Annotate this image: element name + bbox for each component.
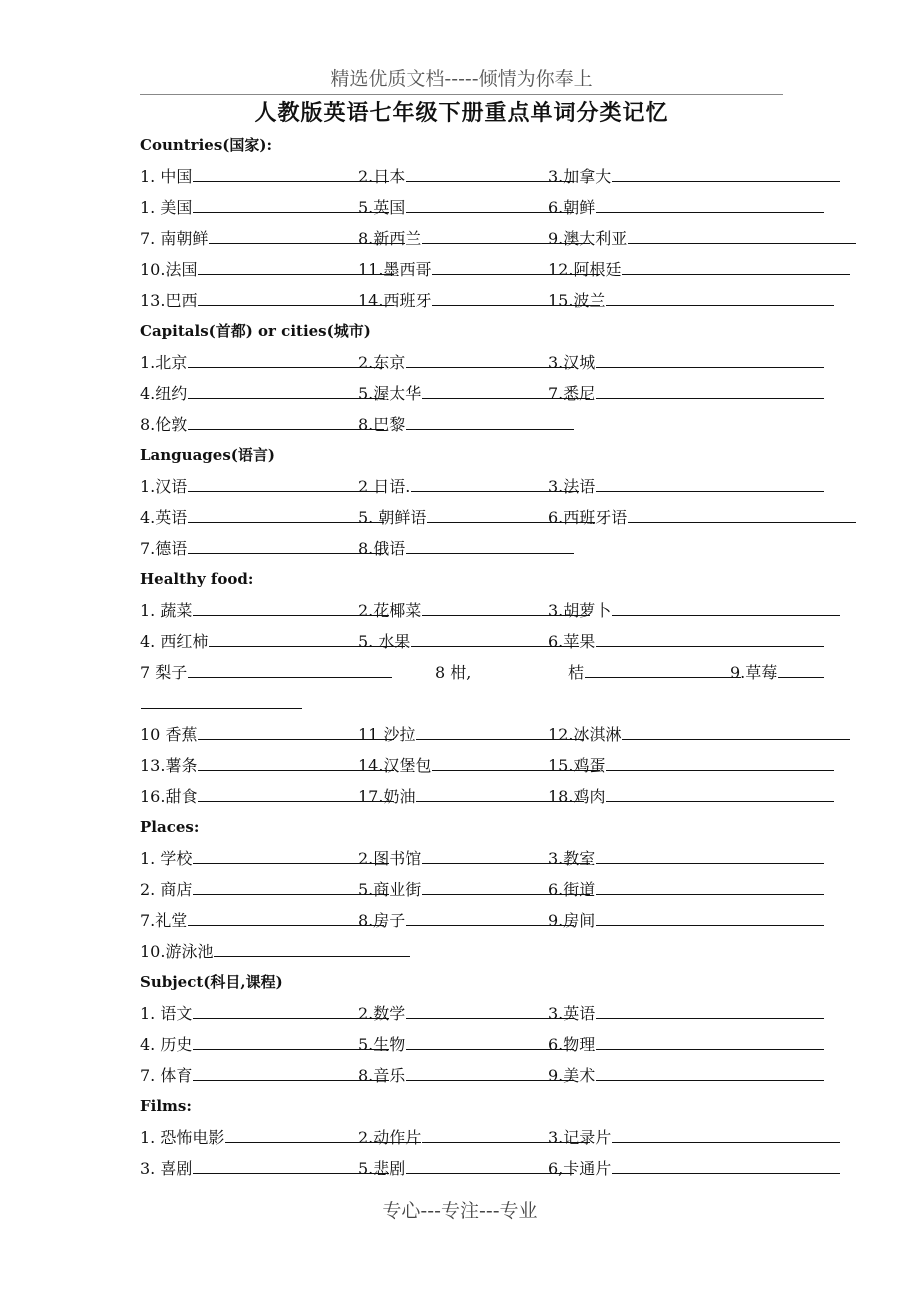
vocab-label: 2.动作片 (358, 1128, 422, 1147)
vocab-label: 3.加拿大 (548, 167, 612, 186)
page-header: 精选优质文档-----倾情为你奉上 (330, 68, 593, 90)
answer-blank[interactable] (596, 194, 824, 213)
vocab-item (140, 595, 389, 626)
vocab-item (548, 595, 840, 626)
vocab-row (140, 781, 800, 812)
vocab-item (358, 1029, 574, 1060)
vocab-row (140, 471, 800, 502)
vocab-row (140, 347, 800, 378)
vocab-item (358, 192, 574, 223)
answer-blank[interactable] (596, 1000, 824, 1019)
answer-blank[interactable] (188, 504, 384, 523)
vocab-label: 14.汉堡包 (358, 756, 432, 775)
vocab-item (358, 347, 574, 378)
vocab-label: 13.薯条 (140, 756, 198, 775)
vocab-item (140, 347, 384, 378)
vocab-item (140, 1153, 389, 1184)
vocab-row (140, 254, 800, 285)
vocab-item (548, 874, 824, 905)
answer-blank[interactable] (188, 473, 384, 492)
answer-blank[interactable] (596, 845, 824, 864)
vocab-item (548, 161, 840, 192)
vocab-label: 1. 学校 (140, 849, 193, 868)
vocab-row (140, 192, 800, 223)
vocab-label: 5.生物 (358, 1035, 406, 1054)
answer-blank[interactable] (406, 535, 574, 554)
vocab-item (140, 161, 389, 192)
answer-blank[interactable] (596, 1031, 824, 1050)
vocab-label: 8.伦敦 (140, 415, 188, 434)
vocab-row (140, 998, 800, 1029)
vocab-item (548, 471, 824, 502)
vocab-item (140, 719, 394, 750)
section-heading: Subject(科目,课程) (140, 973, 283, 991)
vocab-label: 15.波兰 (548, 291, 606, 310)
answer-blank[interactable] (606, 783, 834, 802)
vocab-label: 6.朝鲜 (548, 198, 596, 217)
vocab-item (435, 657, 471, 688)
vocab-item (140, 874, 389, 905)
vocab-item (140, 1060, 389, 1091)
vocab-item (140, 502, 384, 533)
vocab-label: 8.巴黎 (358, 415, 406, 434)
vocab-item (548, 1153, 840, 1184)
vocab-row (140, 905, 800, 936)
vocab-row (140, 657, 800, 688)
vocab-item (548, 223, 856, 254)
vocab-label: 9.澳大利亚 (548, 229, 628, 248)
answer-blank[interactable] (188, 659, 392, 678)
section-heading: Capitals(首都) or cities(城市) (140, 322, 371, 340)
header-divider (140, 94, 783, 95)
vocab-item (568, 657, 741, 688)
vocab-label: 2.东京 (358, 353, 406, 372)
vocab-row (140, 626, 800, 657)
answer-blank[interactable] (214, 938, 410, 957)
vocab-item (358, 1060, 574, 1091)
vocab-label: 9.草莓 (730, 663, 778, 682)
section-heading: Films: (140, 1097, 192, 1115)
worksheet-title: 人教版英语七年级下册重点单词分类记忆 (254, 100, 669, 126)
answer-blank[interactable] (188, 411, 384, 430)
vocab-item (548, 1029, 824, 1060)
vocab-item (548, 750, 834, 781)
vocab-label: 3.记录片 (548, 1128, 612, 1147)
vocab-label: 1. 中国 (140, 167, 193, 186)
vocab-row (140, 1153, 800, 1184)
answer-blank[interactable] (622, 721, 850, 740)
vocab-label: 1.北京 (140, 353, 188, 372)
answer-blank[interactable] (596, 380, 824, 399)
vocab-label: 3.教室 (548, 849, 596, 868)
vocab-label: 5. 水果 (358, 632, 411, 651)
answer-blank[interactable] (612, 597, 840, 616)
vocab-label: 7.德语 (140, 539, 188, 558)
answer-blank[interactable] (188, 380, 384, 399)
page-footer: 专心---专注---专业 (382, 1200, 538, 1222)
vocab-item (548, 347, 824, 378)
answer-blank[interactable] (596, 876, 824, 895)
vocab-item (548, 626, 824, 657)
vocab-item (140, 1029, 389, 1060)
vocab-item (358, 1153, 574, 1184)
answer-blank[interactable] (612, 1155, 840, 1174)
vocab-row (140, 378, 800, 409)
vocab-item (548, 998, 824, 1029)
vocab-row (140, 595, 800, 626)
vocab-label: 桔 (568, 663, 585, 682)
vocab-label: 7. 体育 (140, 1066, 193, 1085)
vocab-row (140, 1060, 800, 1091)
vocab-label: 7 梨子 (140, 663, 188, 682)
vocab-item (548, 781, 834, 812)
vocab-label: 16.甜食 (140, 787, 198, 806)
vocab-item (140, 843, 389, 874)
answer-blank[interactable] (585, 659, 741, 678)
vocab-label: 8.俄语 (358, 539, 406, 558)
vocab-item (358, 409, 574, 440)
vocab-label: 17.奶油 (358, 787, 416, 806)
vocab-item (548, 192, 824, 223)
vocab-label: 2. 商店 (140, 880, 193, 899)
vocab-label: 8.音乐 (358, 1066, 406, 1085)
answer-blank[interactable] (406, 411, 574, 430)
vocab-item (140, 781, 394, 812)
vocab-row (140, 223, 800, 254)
vocab-label: 4. 西红柿 (140, 632, 209, 651)
vocab-label: 1. 美国 (140, 198, 193, 217)
vocab-label: 5.悲剧 (358, 1159, 406, 1178)
vocab-item (548, 285, 834, 316)
vocab-row (140, 874, 800, 905)
worksheet-body (140, 130, 800, 1184)
vocab-label: 6.街道 (548, 880, 596, 899)
vocab-label: 8.新西兰 (358, 229, 422, 248)
answer-blank[interactable] (596, 473, 824, 492)
vocab-item (548, 378, 824, 409)
vocab-label: 10.游泳池 (140, 942, 214, 961)
vocab-row (140, 936, 800, 967)
vocab-row (140, 750, 800, 781)
section-heading: Languages(语言) (140, 446, 275, 464)
answer-blank[interactable] (188, 907, 384, 926)
vocab-label: 8 柑, (435, 663, 472, 682)
vocab-row (140, 502, 800, 533)
answer-blank[interactable] (612, 1124, 840, 1143)
vocab-label: 6.苹果 (548, 632, 596, 651)
answer-blank[interactable] (606, 752, 834, 771)
section-heading: Healthy food: (140, 570, 254, 588)
vocab-label: 6,卡通片 (548, 1159, 612, 1178)
section-heading: Places: (140, 818, 200, 836)
answer-blank[interactable] (778, 659, 824, 678)
vocab-item (548, 254, 850, 285)
vocab-item (140, 378, 384, 409)
vocab-item (548, 502, 856, 533)
vocab-label: 12.冰淇淋 (548, 725, 622, 744)
vocab-item (140, 192, 389, 223)
vocab-label: 3.英语 (548, 1004, 596, 1023)
answer-blank[interactable] (606, 287, 834, 306)
vocab-item (358, 471, 579, 502)
vocab-label: 12.阿根廷 (548, 260, 622, 279)
vocab-label: 5.英国 (358, 198, 406, 217)
vocab-label: 7.悉尼 (548, 384, 596, 403)
vocab-item (358, 161, 574, 192)
vocab-item (730, 657, 824, 688)
answer-blank[interactable] (596, 349, 824, 368)
vocab-label: 6.物理 (548, 1035, 596, 1054)
vocab-item (140, 688, 302, 719)
vocab-row (140, 285, 800, 316)
vocab-row (140, 843, 800, 874)
vocab-row (140, 1029, 800, 1060)
vocab-label: 1. 恐怖电影 (140, 1128, 225, 1147)
vocab-label: 9.美术 (548, 1066, 596, 1085)
vocab-row (140, 719, 800, 750)
answer-blank[interactable] (596, 1062, 824, 1081)
answer-blank[interactable] (596, 628, 824, 647)
section-heading: Countries(国家): (140, 136, 273, 154)
vocab-label: 7.礼堂 (140, 911, 188, 930)
vocab-label: 9.房间 (548, 911, 596, 930)
vocab-label: 2.图书馆 (358, 849, 422, 868)
vocab-label: 13.巴西 (140, 291, 198, 310)
answer-blank[interactable] (622, 256, 850, 275)
vocab-item (548, 843, 824, 874)
vocab-item (140, 657, 392, 688)
vocab-item (548, 905, 824, 936)
answer-blank[interactable] (628, 504, 856, 523)
vocab-item (140, 533, 384, 564)
vocab-item (140, 471, 384, 502)
vocab-label: 3.胡萝卜 (548, 601, 612, 620)
vocab-item (140, 936, 410, 967)
vocab-row (140, 688, 800, 719)
vocab-label: 7. 南朝鲜 (140, 229, 209, 248)
vocab-row (140, 409, 800, 440)
vocab-label: 18.鸡肉 (548, 787, 606, 806)
vocab-label: 2.日本 (358, 167, 406, 186)
answer-blank[interactable] (188, 349, 384, 368)
vocab-row (140, 533, 800, 564)
answer-blank[interactable] (628, 225, 856, 244)
vocab-label: 2.数学 (358, 1004, 406, 1023)
vocab-label: 3. 喜剧 (140, 1159, 193, 1178)
vocab-row (140, 161, 800, 192)
vocab-label: 4.纽约 (140, 384, 188, 403)
vocab-label: 5.商业街 (358, 880, 422, 899)
vocab-item (358, 533, 574, 564)
vocab-item (140, 998, 389, 1029)
vocab-label: 5. 朝鲜语 (358, 508, 427, 527)
answer-blank[interactable] (188, 535, 384, 554)
vocab-item (140, 285, 394, 316)
vocab-item (548, 1122, 840, 1153)
vocab-item (358, 626, 579, 657)
vocab-item (548, 719, 850, 750)
vocab-row (140, 1122, 800, 1153)
vocab-item (358, 998, 574, 1029)
vocab-label: 3.法语 (548, 477, 596, 496)
vocab-label: 3.汉城 (548, 353, 596, 372)
vocab-label: 1. 蔬菜 (140, 601, 193, 620)
vocab-item (140, 409, 384, 440)
vocab-label: 15.鸡蛋 (548, 756, 606, 775)
vocab-label: 5.渥太华 (358, 384, 422, 403)
vocab-label: 2 日语. (358, 477, 411, 496)
vocab-item (140, 254, 394, 285)
vocab-item (358, 905, 574, 936)
answer-blank[interactable] (612, 163, 840, 182)
vocab-label: 1.汉语 (140, 477, 188, 496)
vocab-label: 2.花椰菜 (358, 601, 422, 620)
answer-blank[interactable] (596, 907, 824, 926)
vocab-label: 14.西班牙 (358, 291, 432, 310)
answer-blank[interactable] (141, 690, 302, 709)
vocab-label: 1. 语文 (140, 1004, 193, 1023)
vocab-label: 6.西班牙语 (548, 508, 628, 527)
vocab-item (548, 1060, 824, 1091)
vocab-label: 11.墨西哥 (358, 260, 432, 279)
vocab-label: 8.房子 (358, 911, 406, 930)
vocab-item (140, 750, 394, 781)
vocab-label: 4.英语 (140, 508, 188, 527)
vocab-label: 4. 历史 (140, 1035, 193, 1054)
vocab-label: 11 沙拉 (358, 725, 416, 744)
vocab-label: 10 香蕉 (140, 725, 198, 744)
vocab-item (140, 905, 384, 936)
vocab-label: 10.法国 (140, 260, 198, 279)
